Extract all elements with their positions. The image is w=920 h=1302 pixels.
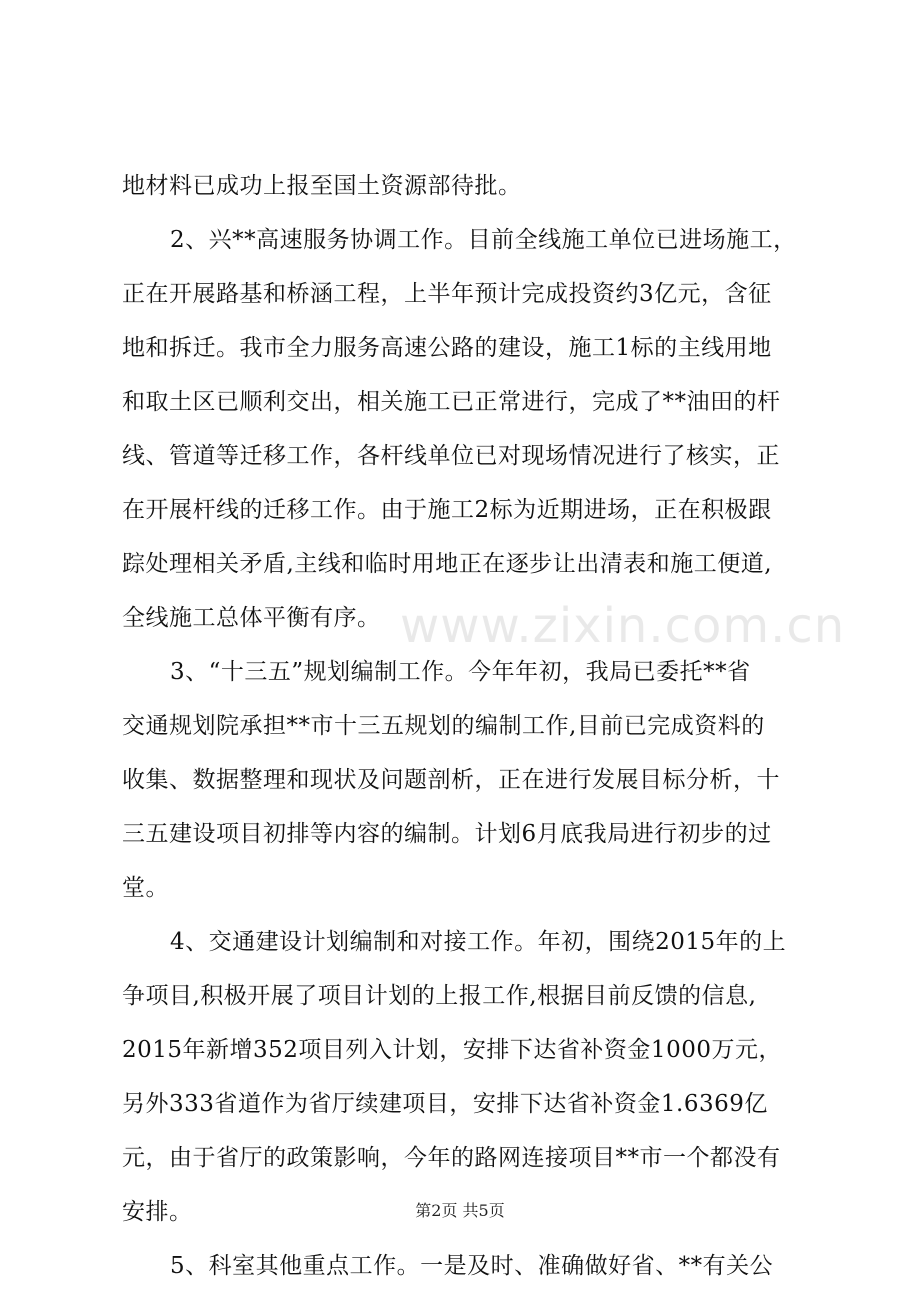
paragraph-5-first-line: 5、科室其他重点工作。一是及时、准确做好省、**有关公 [170, 1253, 774, 1279]
text-line: 另外333省道作为省厅续建项目，安排下达省补资金1.6369亿 [122, 1091, 768, 1117]
text-line: 地材料已成功上报至国土资源部待批。 [122, 173, 522, 199]
text-line: 地和拆迁。我市全力服务高速公路的建设，施工1标的主线用地 [122, 335, 772, 361]
text-line: 在开展杆线的迁移工作。由于施工2标为近期进场，正在积极跟 [122, 497, 772, 523]
watermark: www.zixin.com.cn [400, 598, 846, 654]
text-line: 元，由于省厅的政策影响，今年的路网连接项目**市一个都没有 [122, 1145, 781, 1171]
page-footer: 第2页 共5页 [415, 1201, 505, 1220]
text-line: 三五建设项目初排等内容的编制。计划6月底我局进行初步的过 [122, 821, 772, 847]
text-line: 交通规划院承担**市十三五规划的编制工作,目前已完成资料的 [122, 713, 765, 739]
text-line: 踪处理相关矛盾,主线和临时用地正在逐步让出清表和施工便道, [122, 551, 773, 577]
text-line: 堂。 [122, 875, 169, 901]
text-line: 2015年新增352项目列入计划，安排下达省补资金1000万元， [122, 1037, 782, 1063]
text-line: 争项目,积极开展了项目计划的上报工作,根据目前反馈的信息, [122, 983, 757, 1009]
text-line: 正在开展路基和桥涵工程，上半年预计完成投资约3亿元，含征 [122, 281, 772, 307]
text-line: 全线施工总体平衡有序。 [122, 605, 381, 631]
paragraph-3-first-line: 3、“十三五”规划编制工作。今年年初，我局已委托**省 [170, 659, 751, 685]
paragraph-2-first-line: 2、兴**高速服务协调工作。目前全线施工单位已进场施工， [170, 227, 797, 253]
text-line: 线、管道等迁移工作，各杆线单位已对现场情况进行了核实，正 [122, 443, 780, 469]
text-line: 收集、数据整理和现状及问题剖析，正在进行发展目标分析，十 [122, 767, 780, 793]
text-line: 安排。 [122, 1199, 193, 1225]
text-line: 和取土区已顺利交出，相关施工已正常进行，完成了**油田的杆 [122, 389, 781, 415]
paragraph-4-first-line: 4、交通建设计划编制和对接工作。年初，围绕2015年的上 [170, 929, 787, 955]
